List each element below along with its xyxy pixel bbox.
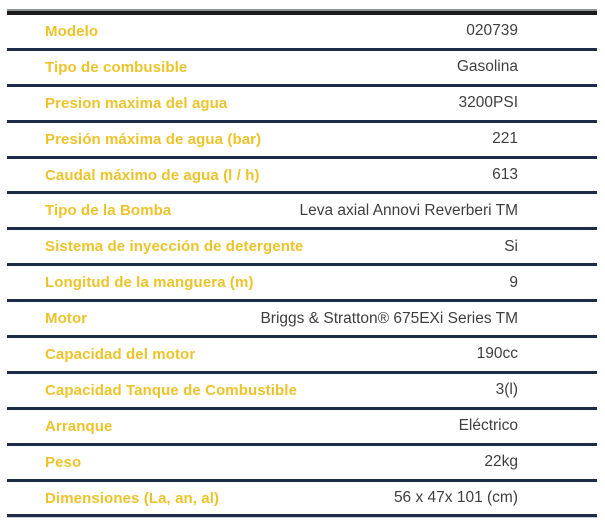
table-row <box>7 123 597 159</box>
table-row <box>7 159 597 195</box>
spec-label: Dimensiones (La, an, al) <box>45 489 220 507</box>
spec-value: 020739 <box>466 22 518 40</box>
table-row <box>7 446 597 482</box>
spec-table <box>7 9 597 517</box>
spec-value: 3200PSI <box>458 94 518 112</box>
spec-label: Peso <box>45 453 82 471</box>
spec-rows-container <box>7 15 597 517</box>
spec-label: Motor <box>45 310 88 328</box>
spec-label: Tipo de combusible <box>45 58 188 76</box>
spec-value: 190cc <box>476 345 518 363</box>
table-row <box>7 374 597 410</box>
spec-label: Modelo <box>45 22 99 40</box>
spec-value: Leva axial Annovi Reverberi TM <box>299 201 518 219</box>
spec-label: Longitud de la manguera (m) <box>45 274 254 292</box>
spec-value: 3(l) <box>495 381 518 399</box>
table-row <box>7 194 597 230</box>
spec-value: Gasolina <box>456 58 518 76</box>
spec-value: 613 <box>492 166 518 183</box>
spec-value: 221 <box>492 130 518 148</box>
table-row <box>7 230 597 266</box>
table-row <box>7 15 597 51</box>
spec-label: Capacidad Tanque de Combustible <box>45 381 298 399</box>
spec-label: Capacidad del motor <box>45 345 196 363</box>
spec-value: Eléctrico <box>458 417 518 435</box>
spec-value: Briggs & Stratton® 675EXi Series TM <box>260 309 518 327</box>
spec-value: Si <box>504 237 518 255</box>
spec-label: Sistema de inyección de detergente <box>45 238 304 256</box>
table-row <box>7 338 597 374</box>
spec-label: Presión máxima de agua (bar) <box>45 130 262 148</box>
table-row <box>7 302 597 338</box>
spec-label: Presion maxima del agua <box>45 94 228 112</box>
table-row <box>7 410 597 446</box>
spec-label: Tipo de la Bomba <box>45 202 172 220</box>
table-row <box>7 482 597 518</box>
spec-value: 22kg <box>484 453 518 471</box>
spec-value: 9 <box>509 273 518 291</box>
table-row <box>7 51 597 87</box>
table-row <box>7 87 597 123</box>
spec-label: Caudal máximo de agua (l / h) <box>45 166 260 184</box>
spec-value: 56 x 47x 101 (cm) <box>393 489 518 507</box>
spec-label: Arranque <box>45 417 113 435</box>
table-row <box>7 266 597 302</box>
